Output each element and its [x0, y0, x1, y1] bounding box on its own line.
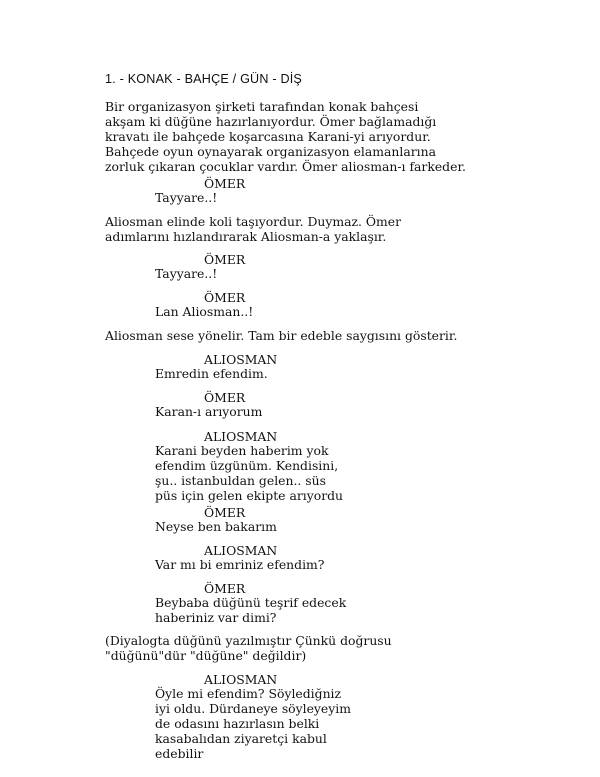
- dialogue-line: Karani beyden haberim yok: [155, 443, 329, 458]
- character-cue: ALIOSMAN: [204, 429, 278, 444]
- character-cue: ÖMER: [204, 176, 246, 191]
- dialogue-line: edebilir: [155, 746, 204, 761]
- action-line: Bahçede oyun oynayarak organizasyon elamanlarına: [105, 144, 436, 159]
- character-cue: ALIOSMAN: [204, 543, 278, 558]
- dialogue-line: Neyse ben bakarım: [155, 519, 277, 534]
- character-cue: ALIOSMAN: [204, 672, 278, 687]
- scene-heading: 1. - KONAK - BAHÇE / GÜN - DİŞ: [105, 72, 303, 86]
- action-line: Bir organizasyon şirketi tarafından konak bahçesi: [105, 99, 419, 114]
- dialogue-line: Lan Aliosman..!: [155, 304, 254, 319]
- dialogue-line: kasabalıdan ziyaretçi kabul: [155, 731, 327, 746]
- dialogue-line: püs için gelen ekipte arıyordu: [155, 488, 344, 503]
- dialogue-line: Beybaba düğünü teşrif edecek: [155, 595, 347, 610]
- character-cue: ÖMER: [204, 581, 246, 596]
- dialogue-line: Emredin efendim.: [155, 366, 268, 381]
- character-cue: ÖMER: [204, 252, 246, 267]
- action-line: Aliosman elinde koli taşıyordur. Duymaz. Ömer: [105, 214, 402, 229]
- character-cue: ÖMER: [204, 290, 246, 305]
- dialogue-line: Karan-ı arıyorum: [155, 404, 263, 419]
- dialogue-line: haberiniz var dimi?: [155, 610, 277, 625]
- dialogue-line: Var mı bi emriniz efendim?: [155, 557, 325, 572]
- action-line: Aliosman sese yönelir. Tam bir edeble saygısını gösterir.: [105, 328, 458, 343]
- dialogue-line: efendim üzgünüm. Kendisini,: [155, 458, 339, 473]
- dialogue-line: şu.. istanbuldan gelen.. süs: [155, 473, 326, 488]
- dialogue-line: Öyle mi efendim? Söylediğniz: [155, 686, 342, 701]
- dialogue-line: iyi oldu. Dürdaneye söyleyeyim: [155, 701, 351, 716]
- character-cue: ÖMER: [204, 390, 246, 405]
- character-cue: ÖMER: [204, 505, 246, 520]
- parenthetical-note: (Diyalogta düğünü yazılmıştır Çünkü doğrusu: [105, 633, 392, 648]
- action-line: akşam ki düğüne hazırlanıyordur. Ömer bağlamadığı: [105, 114, 437, 129]
- action-line: adımlarını hızlandırarak Aliosman-a yaklaşır.: [105, 229, 387, 244]
- action-line: kravatı ile bahçede koşarcasına Karani-yi arıyordur.: [105, 129, 431, 144]
- parenthetical-note: "düğünü"dür "düğüne" değildir): [105, 648, 307, 663]
- dialogue-line: Tayyare..!: [155, 190, 218, 205]
- dialogue-line: Tayyare..!: [155, 266, 218, 281]
- dialogue-line: de odasını hazırlasın belki: [155, 716, 320, 731]
- character-cue: ALIOSMAN: [204, 352, 278, 367]
- action-line: zorluk çıkaran çocuklar vardır. Ömer aliosman-ı farkeder.: [105, 159, 466, 174]
